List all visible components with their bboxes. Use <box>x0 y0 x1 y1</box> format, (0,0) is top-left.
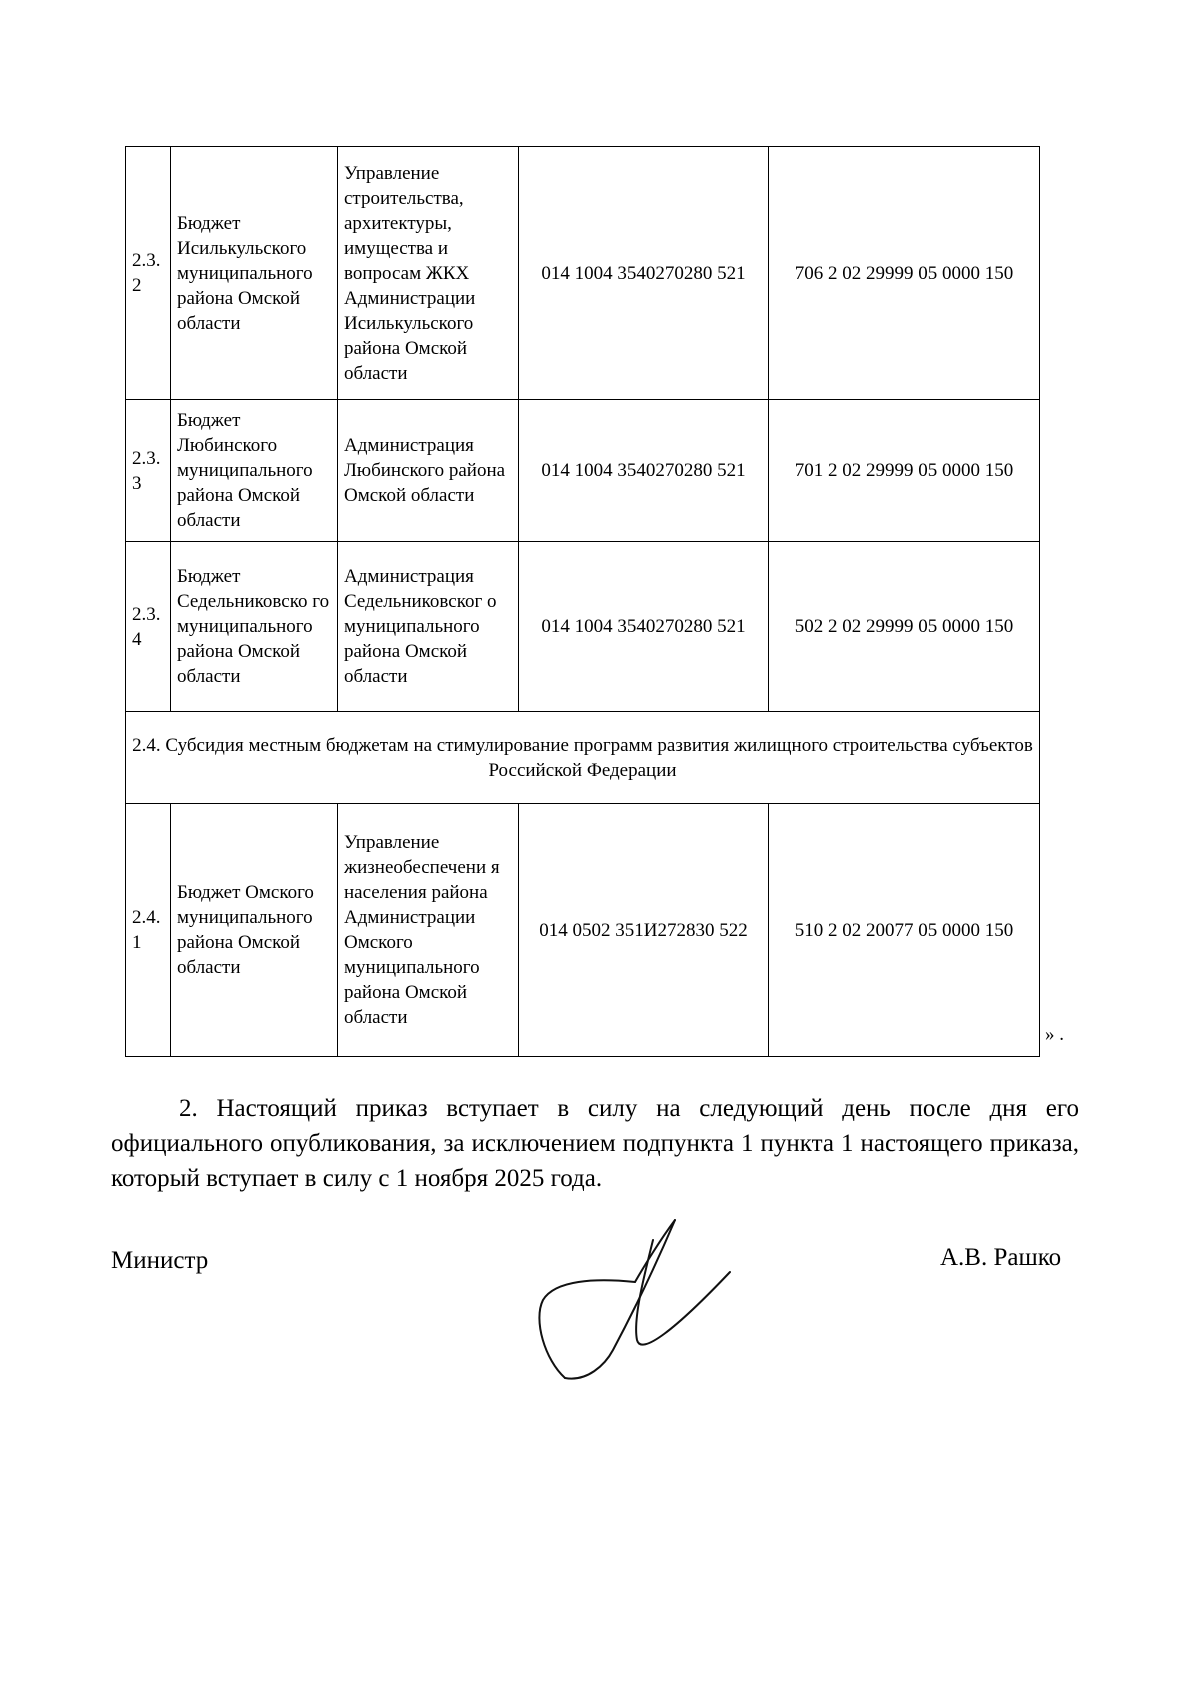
budget-name-cell: Бюджет Исилькульского муниципального района Омской области <box>171 147 338 400</box>
revenue-code-cell: 510 2 02 20077 05 0000 150 <box>769 804 1040 1057</box>
row-number: 2.4.1 <box>126 804 171 1057</box>
administrator-cell: Управление жизнеобеспечени я населения района Администрации Омского муниципального района Омской области <box>338 804 519 1057</box>
revenue-code-cell: 706 2 02 29999 05 0000 150 <box>769 147 1040 400</box>
budget-name-cell: Бюджет Омского муниципального района Омской области <box>171 804 338 1057</box>
revenue-code-cell: 502 2 02 29999 05 0000 150 <box>769 542 1040 712</box>
effective-date-paragraph: 2. Настоящий приказ вступает в силу на следующий день после дня его официального опубликования, за исключением подпункта 1 пункта 1 настоящего приказа, который вступает в силу с 1 ноября 2025 года. <box>111 1095 1079 1192</box>
kbk-cell: 014 1004 3540270280 521 <box>519 542 769 712</box>
budget-name-cell: Бюджет Седельниковско го муниципального района Омской области <box>171 542 338 712</box>
row-number: 2.3.4 <box>126 542 171 712</box>
table-row <box>126 542 1040 712</box>
administrator-cell: Управление строительства, архитектуры, имущества и вопросам ЖКХ Администрации Исилькульского района Омской области <box>338 147 519 400</box>
table-row <box>126 804 1040 1057</box>
budget-table <box>125 146 1040 1057</box>
kbk-cell: 014 1004 3540270280 521 <box>519 400 769 542</box>
kbk-cell: 014 1004 3540270280 521 <box>519 147 769 400</box>
kbk-cell: 014 0502 351И272830 522 <box>519 804 769 1057</box>
revenue-code-cell: 701 2 02 29999 05 0000 150 <box>769 400 1040 542</box>
budget-name-cell: Бюджет Любинского муниципального района Омской области <box>171 400 338 542</box>
closing-quote: » . <box>1045 1024 1064 1045</box>
section-header-cell: 2.4. Субсидия местным бюджетам на стимулирование программ развития жилищного строительства субъектов Российской Федерации <box>126 712 1040 804</box>
table-row <box>126 147 1040 400</box>
row-number: 2.3.3 <box>126 400 171 542</box>
section-header-row <box>126 712 1040 804</box>
administrator-cell: Администрация Любинского района Омской области <box>338 400 519 542</box>
administrator-cell: Администрация Седельниковског о муниципального района Омской области <box>338 542 519 712</box>
handwritten-signature <box>525 1210 745 1390</box>
signatory-title: Министр <box>111 1247 209 1274</box>
table-row <box>126 400 1040 542</box>
signatory-name: А.В. Рашко <box>940 1244 1062 1271</box>
row-number: 2.3.2 <box>126 147 171 400</box>
